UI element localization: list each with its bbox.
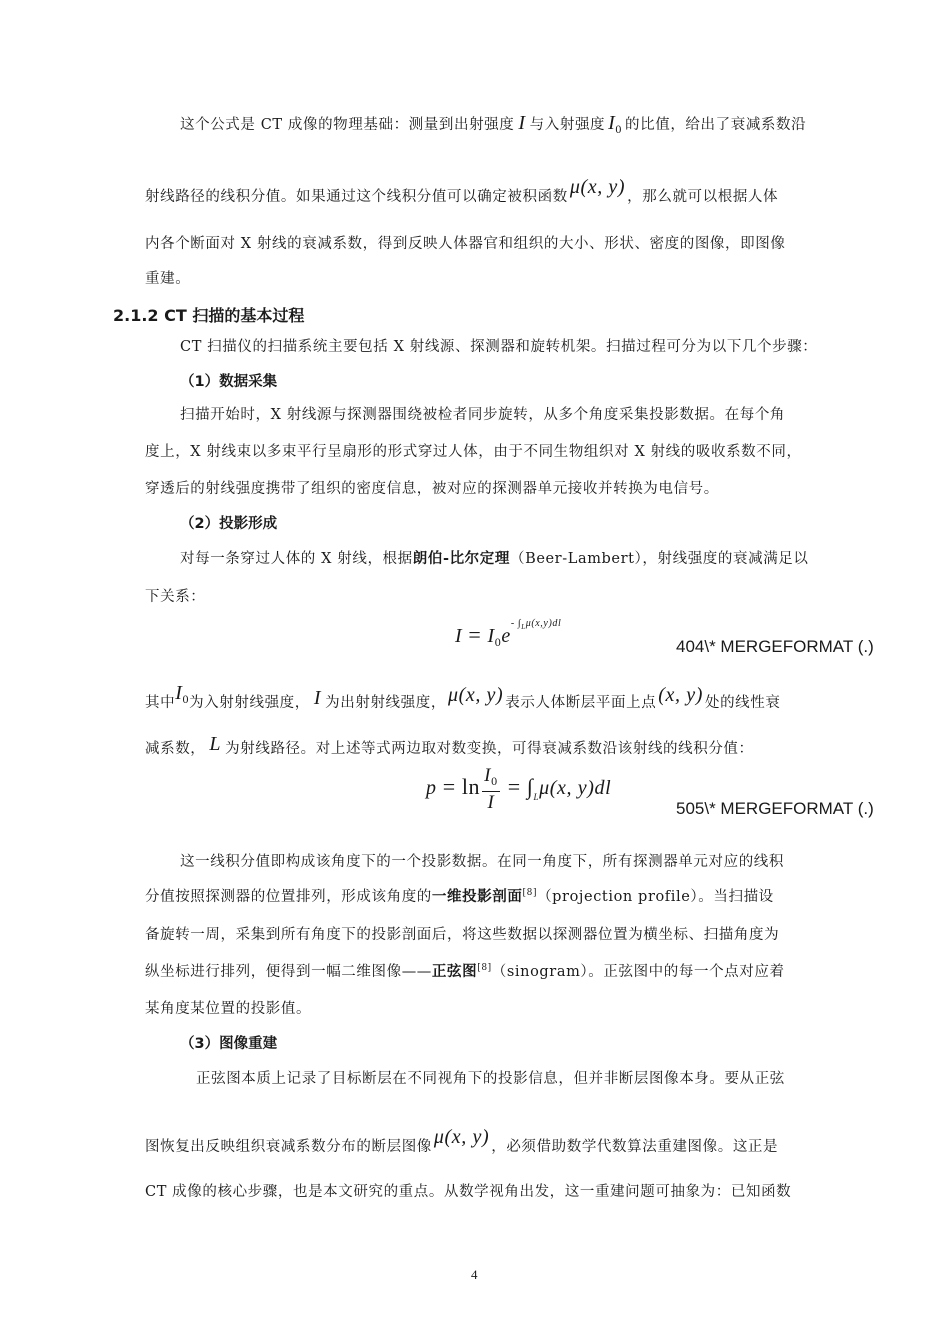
step-heading: （2）投影形成 [180, 516, 278, 532]
paragraph-line: 对每一条穿过人体的 X 射线，根据朗伯-比尔定理（Beer-Lambert），射线强度的衰减满足以 [180, 550, 809, 567]
paragraph-line: 扫描开始时，X 射线源与探测器围绕被检者同步旋转，从多个角度采集投影数据。在每个角 [180, 407, 786, 423]
paragraph-line: 备旋转一周，采集到所有角度下的投影剖面后，将这些数据以探测器位置为横坐标、扫描角度为 [145, 927, 780, 943]
math-I: I [518, 112, 526, 134]
section-title: 2.1.2 CT 扫描的基本过程 [113, 306, 305, 325]
equation-beer-lambert: $I = I_0e^{- \int_L\mu(x,y)dl}$ [455, 618, 562, 649]
citation: [8] [477, 963, 492, 973]
paragraph-line: 穿透后的射线强度携带了组织的密度信息，被对应的探测器单元接收并转换为电信号。 [145, 481, 719, 497]
paragraph-line: 这一线积分值即构成该角度下的一个投影数据。在同一角度下，所有探测器单元对应的线积 [180, 854, 784, 870]
math-I0: $I_0$ [608, 112, 623, 136]
paragraph-line: 图恢复出反映组织衰减系数分布的断层图像 μ(x, y) ，必须借助数学代数算法重建图像。这正是 [145, 1126, 779, 1155]
page-number: 4 [471, 1267, 478, 1282]
paragraph-line: 减系数， L 为射线路径。对上述等式两边取对数变换，可得衰减系数沿该射线的线积分值： [145, 733, 754, 757]
citation: [8] [522, 888, 538, 898]
paragraph-line: 内各个断面对 X 射线的衰减系数，得到反映人体器官和组织的大小、形状、密度的图像，即图像 [145, 236, 786, 252]
paragraph-line: 正弦图本质上记录了目标断层在不同视角下的投影信息，但并非断层图像本身。要从正弦 [196, 1071, 785, 1087]
equation-number: 404\* MERGEFORMAT (.) [676, 637, 874, 656]
bold-term: 一维投影剖面 [431, 888, 523, 905]
paragraph-line: 纵坐标进行排列，便得到一幅二维图像——正弦图[8]（sinogram）。正弦图中的每一个点对应着 [145, 963, 785, 980]
bold-term: 正弦图 [431, 963, 478, 980]
step-heading: （3）图像重建 [180, 1036, 278, 1052]
paragraph-line: 这个公式是 CT 成像的物理基础：测量到出射强度 I 与入射强度 $I_0$ 的比值，给出了衰减系数沿 [180, 112, 807, 136]
paragraph-line: CT 成像的核心步骤，也是本文研究的重点。从数学视角出发，这一重建问题可抽象为：已知函数 [145, 1184, 792, 1200]
equation-line-integral: p = ln $\frac{I_0}{I}$ = $\int_L\mu(x$, y)dl [426, 765, 612, 813]
paragraph-line: CT 扫描仪的扫描系统主要包括 X 射线源、探测器和旋转机架。扫描过程可分为以下几个步骤： [180, 339, 818, 355]
equation-number: 505\* MERGEFORMAT (.) [676, 799, 874, 818]
paragraph-line: 分值按照探测器的位置排列，形成该角度的一维投影剖面[8]（projection profile）。当扫描设 [145, 888, 774, 905]
math-mu-xy: μ(x, y) [569, 176, 626, 198]
paragraph-line: 重建。 [145, 271, 191, 287]
paragraph-line: 某角度某位置的投影值。 [145, 1001, 312, 1017]
paragraph-line: 其中$I_0$为入射射线强度， I 为出射射线强度， μ(x, y) 表示人体断层平面上点 (x, y) 处的线性衰 [145, 682, 781, 711]
paragraph-line: 射线路径的线积分值。如果通过这个线积分值可以确定被积函数 μ(x, y) ，那么就可以根据人体 [145, 176, 779, 205]
bold-term: 朗伯-比尔定理 [412, 550, 510, 567]
step-heading: （1）数据采集 [180, 374, 278, 390]
paragraph-line: 度上，X 射线束以多束平行呈扇形的形式穿过人体，由于不同生物组织对 X 射线的吸收系数不同， [145, 444, 802, 460]
paragraph-line: 下关系： [145, 589, 206, 605]
